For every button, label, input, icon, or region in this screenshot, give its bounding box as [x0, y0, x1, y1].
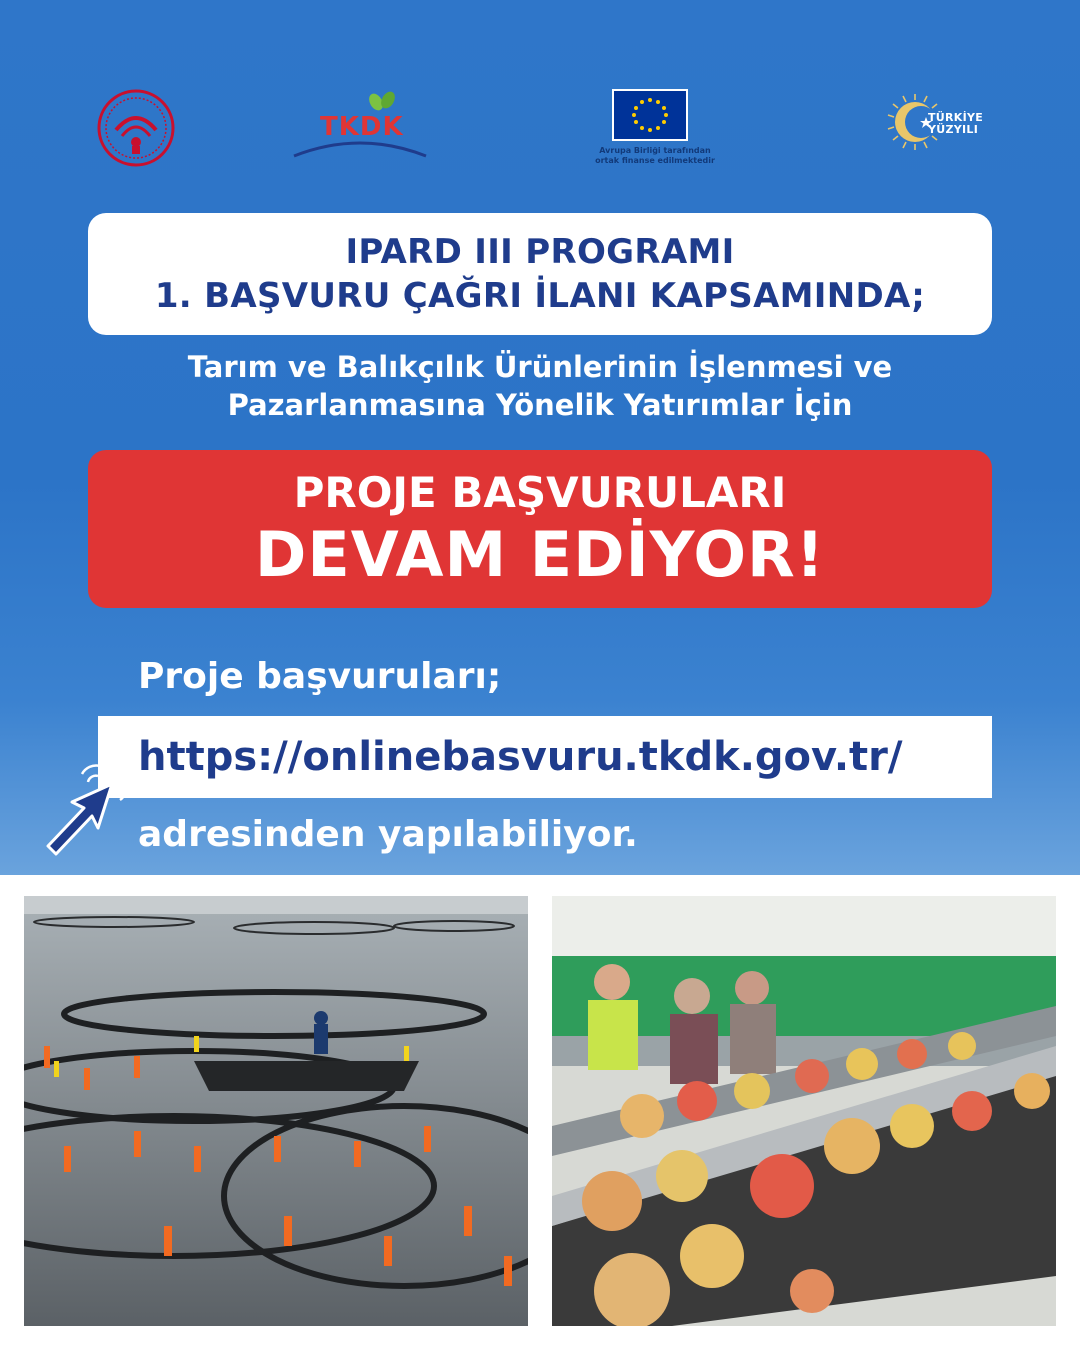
- cursor-arrow-icon: [42, 760, 142, 860]
- subtitle-line1: Tarım ve Balıkçılık Ürünlerinin İşlenmesi ve: [187, 350, 893, 384]
- eu-caption-line1: Avrupa Birliği tarafından: [599, 146, 711, 155]
- banner-line1: PROJE BAŞVURULARI: [293, 468, 787, 517]
- subtitle-line2: Pazarlanmasına Yönelik Yatırımlar İçin: [227, 388, 853, 422]
- eu-caption: [585, 146, 725, 166]
- announcement-banner: [88, 450, 992, 608]
- url-box[interactable]: [98, 716, 992, 798]
- application-label: Proje başvuruları;: [138, 656, 502, 697]
- application-url-link[interactable]: https://onlinebasvuru.tkdk.gov.tr/: [138, 734, 903, 780]
- turkiye-yuzyili-text: [928, 112, 983, 136]
- eu-caption-line2: ortak finanse edilmektedir: [595, 156, 715, 165]
- turkiye-yuzyili-logo: [880, 92, 1020, 162]
- ministry-logo: [96, 88, 176, 168]
- tkdk-logo-text: TKDK: [320, 112, 404, 142]
- logo-bar: [0, 80, 1080, 180]
- apple-sorting-photo: [552, 896, 1056, 1326]
- banner-line2: DEVAM EDİYOR!: [254, 518, 826, 591]
- subtitle: [0, 348, 1080, 424]
- ty-line2: YÜZYILI: [928, 123, 979, 136]
- application-suffix: adresinden yapılabiliyor.: [138, 814, 638, 855]
- eu-logo: [585, 88, 725, 178]
- tkdk-logo: [290, 90, 430, 162]
- program-header-box: [88, 213, 992, 335]
- program-title: IPARD III PROGRAMI: [345, 232, 735, 272]
- program-call-title: 1. BAŞVURU ÇAĞRI İLANI KAPSAMINDA;: [154, 276, 926, 316]
- fish-farm-photo: [24, 896, 528, 1326]
- ty-line1: TÜRKİYE: [928, 111, 984, 124]
